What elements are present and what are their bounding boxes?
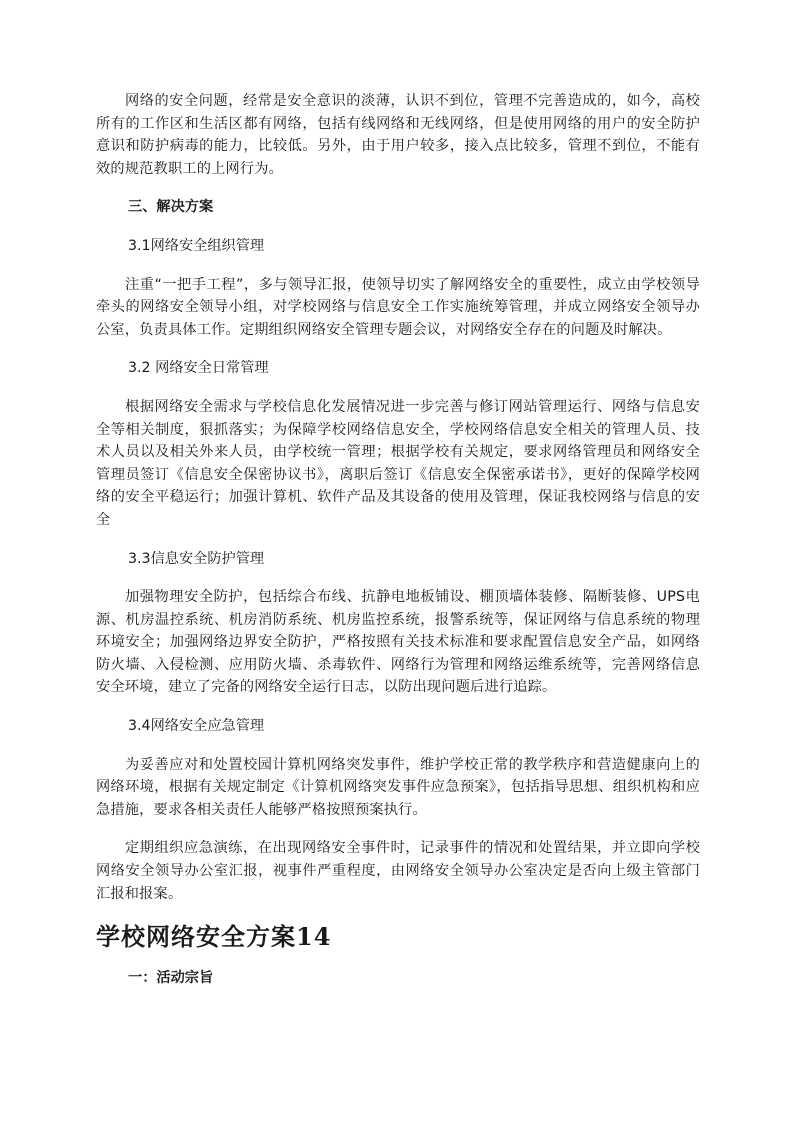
subheading-activity-purpose: 一：活动宗旨 <box>128 970 214 987</box>
paragraph-security-awareness: 网络的安全问题，经常是安全意识的淡薄，认识不到位，管理不完善造成的，如今，高校所有的工作区和生活区都有网络，包括有线网络和无线网络，但是使用网络的用户的安全防护意识和防护病毒的能力，比较低。另外，由于用户较多，接入点比较多，管理不到位，不能有效的规范教职工的上网行为。 <box>96 93 700 177</box>
subheading-3-4: 3.4网络安全应急管理 <box>128 718 265 735</box>
document-title: 学校网络安全方案14 <box>96 922 332 952</box>
paragraph-3-3: 加强物理安全防护，包括综合布线、抗静电地板铺设、棚顶墙体装修、隔断装修、UPS电源、机房温控系统、机房消防系统、机房监控系统，报警系统等，保证网络与信息系统的物理环境安全；加强网络边界安全防护，严格按照有关技术标准和要求配置信息安全产品，如网络防火墙、入侵检测、应用防火墙、杀毒软件、网络行为管理和网络运维系统等，完善网络信息安全环境，建立了完备的网络安全运行日志，以防出现问题后进行追踪。 <box>96 589 700 696</box>
paragraph-3-4-b: 定期组织应急演练，在出现网络安全事件时，记录事件的情况和处置结果，并立即向学校网络安全领导办公室汇报，视事件严重程度，由网络安全领导办公室决定是否向上级主管部门汇报和报案。 <box>96 840 700 902</box>
subheading-3-2: 3.2 网络安全日常管理 <box>128 360 269 377</box>
paragraph-3-1: 注重“一把手工程”，多与领导汇报，使领导切实了解网络安全的重要性，成立由学校领导牵头的网络安全领导小组，对学校网络与信息安全工作实施统筹管理，并成立网络安全领导办公室，负责具体工作。定期组织网络安全管理专题会议，对网络安全存在的问题及时解决。 <box>96 276 700 338</box>
subheading-3-3: 3.3信息安全防护管理 <box>128 550 265 567</box>
paragraph-3-4-a: 为妥善应对和处置校园计算机网络突发事件，维护学校正常的教学秩序和营造健康向上的网络环境，根据有关规定制定《计算机网络突发事件应急预案》，包括指导思想、组织机构和应急措施，要求各相关责任人能够严格按照预案执行。 <box>96 756 700 818</box>
subheading-3-1: 3.1网络安全组织管理 <box>128 237 265 254</box>
paragraph-3-2: 根据网络安全需求与学校信息化发展情况进一步完善与修订网站管理运行、网络与信息安全等相关制度，狠抓落实；为保障学校网络信息安全，学校网络信息安全相关的管理人员、技术人员以及相关外来人员，由学校统一管理；根据学校有关规定，要求网络管理员和网络安全管理员签订《信息安全保密协议书》，离职后签订《信息安全保密承诺书》，更好的保障学校网络的安全平稳运行；加强计算机、软件产品及其设备的使用及管理，保证我校网络与信息的安全 <box>96 398 700 528</box>
document-page <box>96 90 700 990</box>
section-heading-solution: 三、解决方案 <box>128 199 214 216</box>
